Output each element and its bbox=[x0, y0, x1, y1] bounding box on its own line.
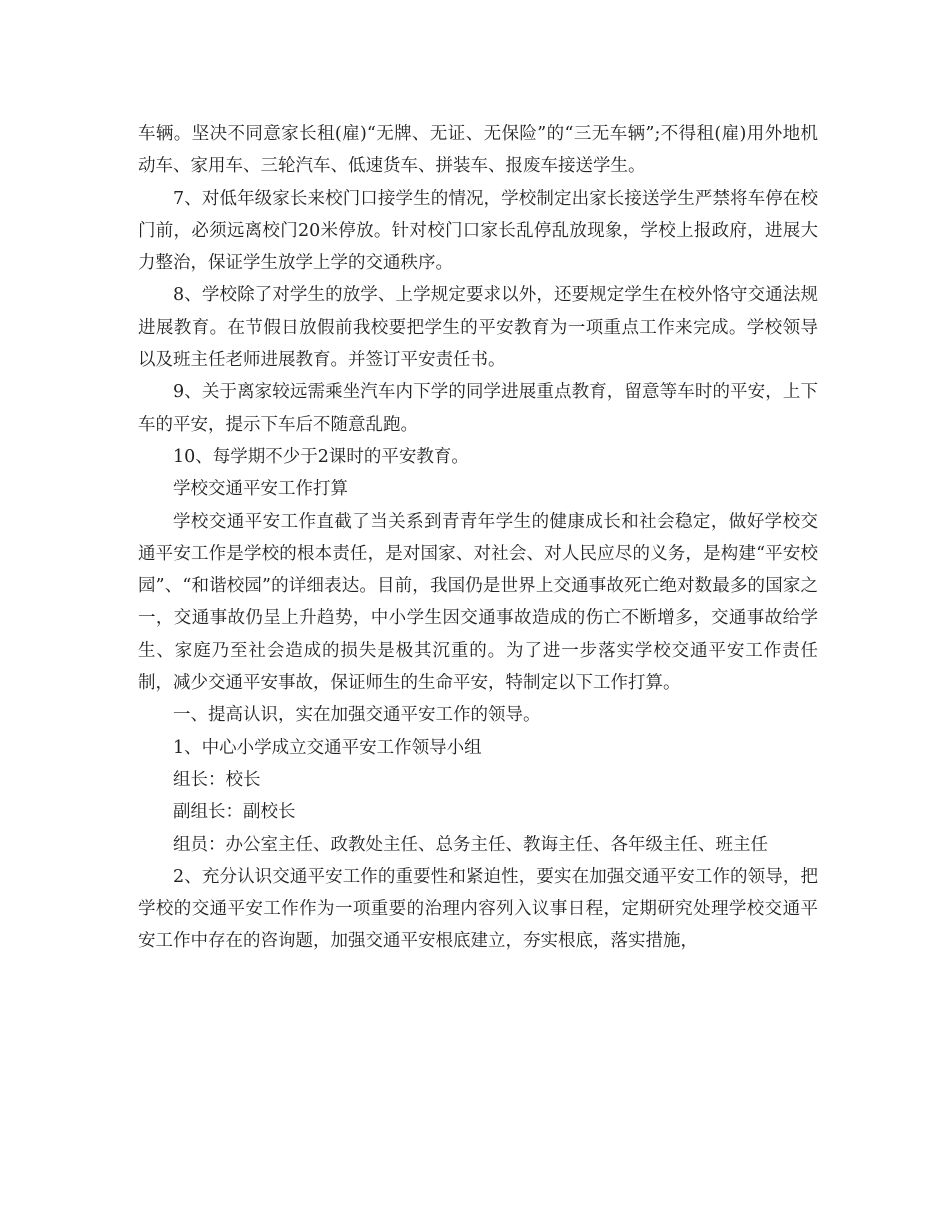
section-1-heading: 一、提高认识，实在加强交通平安工作的领导。 bbox=[173, 705, 541, 726]
subsection-1: 1、中心小学成立交通平安工作领导小组 bbox=[173, 737, 482, 758]
subsection-2: 2、充分认识交通平安工作的重要性和紧迫性，要实在加强交通平安工作的领导，把学校的交通平安工作作为一项重要的治理内容列入议事日程，定期研究处理学校交通平安工作中存在的咨询题，加强交通平安根底建立，夯实根底，落实措施， bbox=[138, 866, 818, 952]
section-heading: 学校交通平安工作打算 bbox=[173, 479, 348, 500]
paragraph-continuation: 车辆。坚决不同意家长租(雇)“无牌、无证、无保险”的“三无车辆”;不得租(雇)用外地机动车、家用车、三轮汽车、低速货车、拼装车、报废车接送学生。 bbox=[138, 124, 818, 177]
paragraph-item-7: 7、对低年级家长来校门口接学生的情况，学校制定出家长接送学生严禁将车停在校门前，必须远离校门20米停放。针对校门口家长乱停乱放现象，学校上报政府，进展大力整治，保证学生放学上学的交通秩序。 bbox=[138, 188, 818, 274]
paragraph-item-10: 10、每学期不少于2课时的平安教育。 bbox=[173, 446, 469, 467]
paragraph-item-8: 8、学校除了对学生的放学、上学规定要求以外，还要规定学生在校外恪守交通法规进展教育。在节假日放假前我校要把学生的平安教育为一项重点工作来完成。学校领导以及班主任老师进展教育。并签订平安责任书。 bbox=[138, 285, 818, 371]
paragraph-item-9: 9、关于离家较远需乘坐汽车内下学的同学进展重点教育，留意等车时的平安，上下车的平安，提示下车后不随意乱跑。 bbox=[138, 382, 818, 435]
paragraph-intro: 学校交通平安工作直截了当关系到青青年学生的健康成长和社会稳定，做好学校交通平安工作是学校的根本责任，是对国家、对社会、对人民应尽的义务，是构建“平安校园”、“和谐校园”的详细表达。目前，我国仍是世界上交通事故死亡绝对数最多的国家之一，交通事故仍呈上升趋势，中小学生因交通事故造成的伤亡不断增多，交通事故给学生、家庭乃至社会造成的损失是极其沉重的。为了进一步落实学校交通平安工作责任制，减少交通平安事故，保证师生的生命平安，特制定以下工作打算。 bbox=[138, 511, 818, 694]
deputy-line: 副组长：副校长 bbox=[173, 802, 296, 823]
document-body bbox=[138, 118, 818, 958]
leader-line: 组长：校长 bbox=[173, 769, 261, 790]
members-line: 组员：办公室主任、政教处主任、总务主任、教诲主任、各年级主任、班主任 bbox=[173, 834, 768, 855]
